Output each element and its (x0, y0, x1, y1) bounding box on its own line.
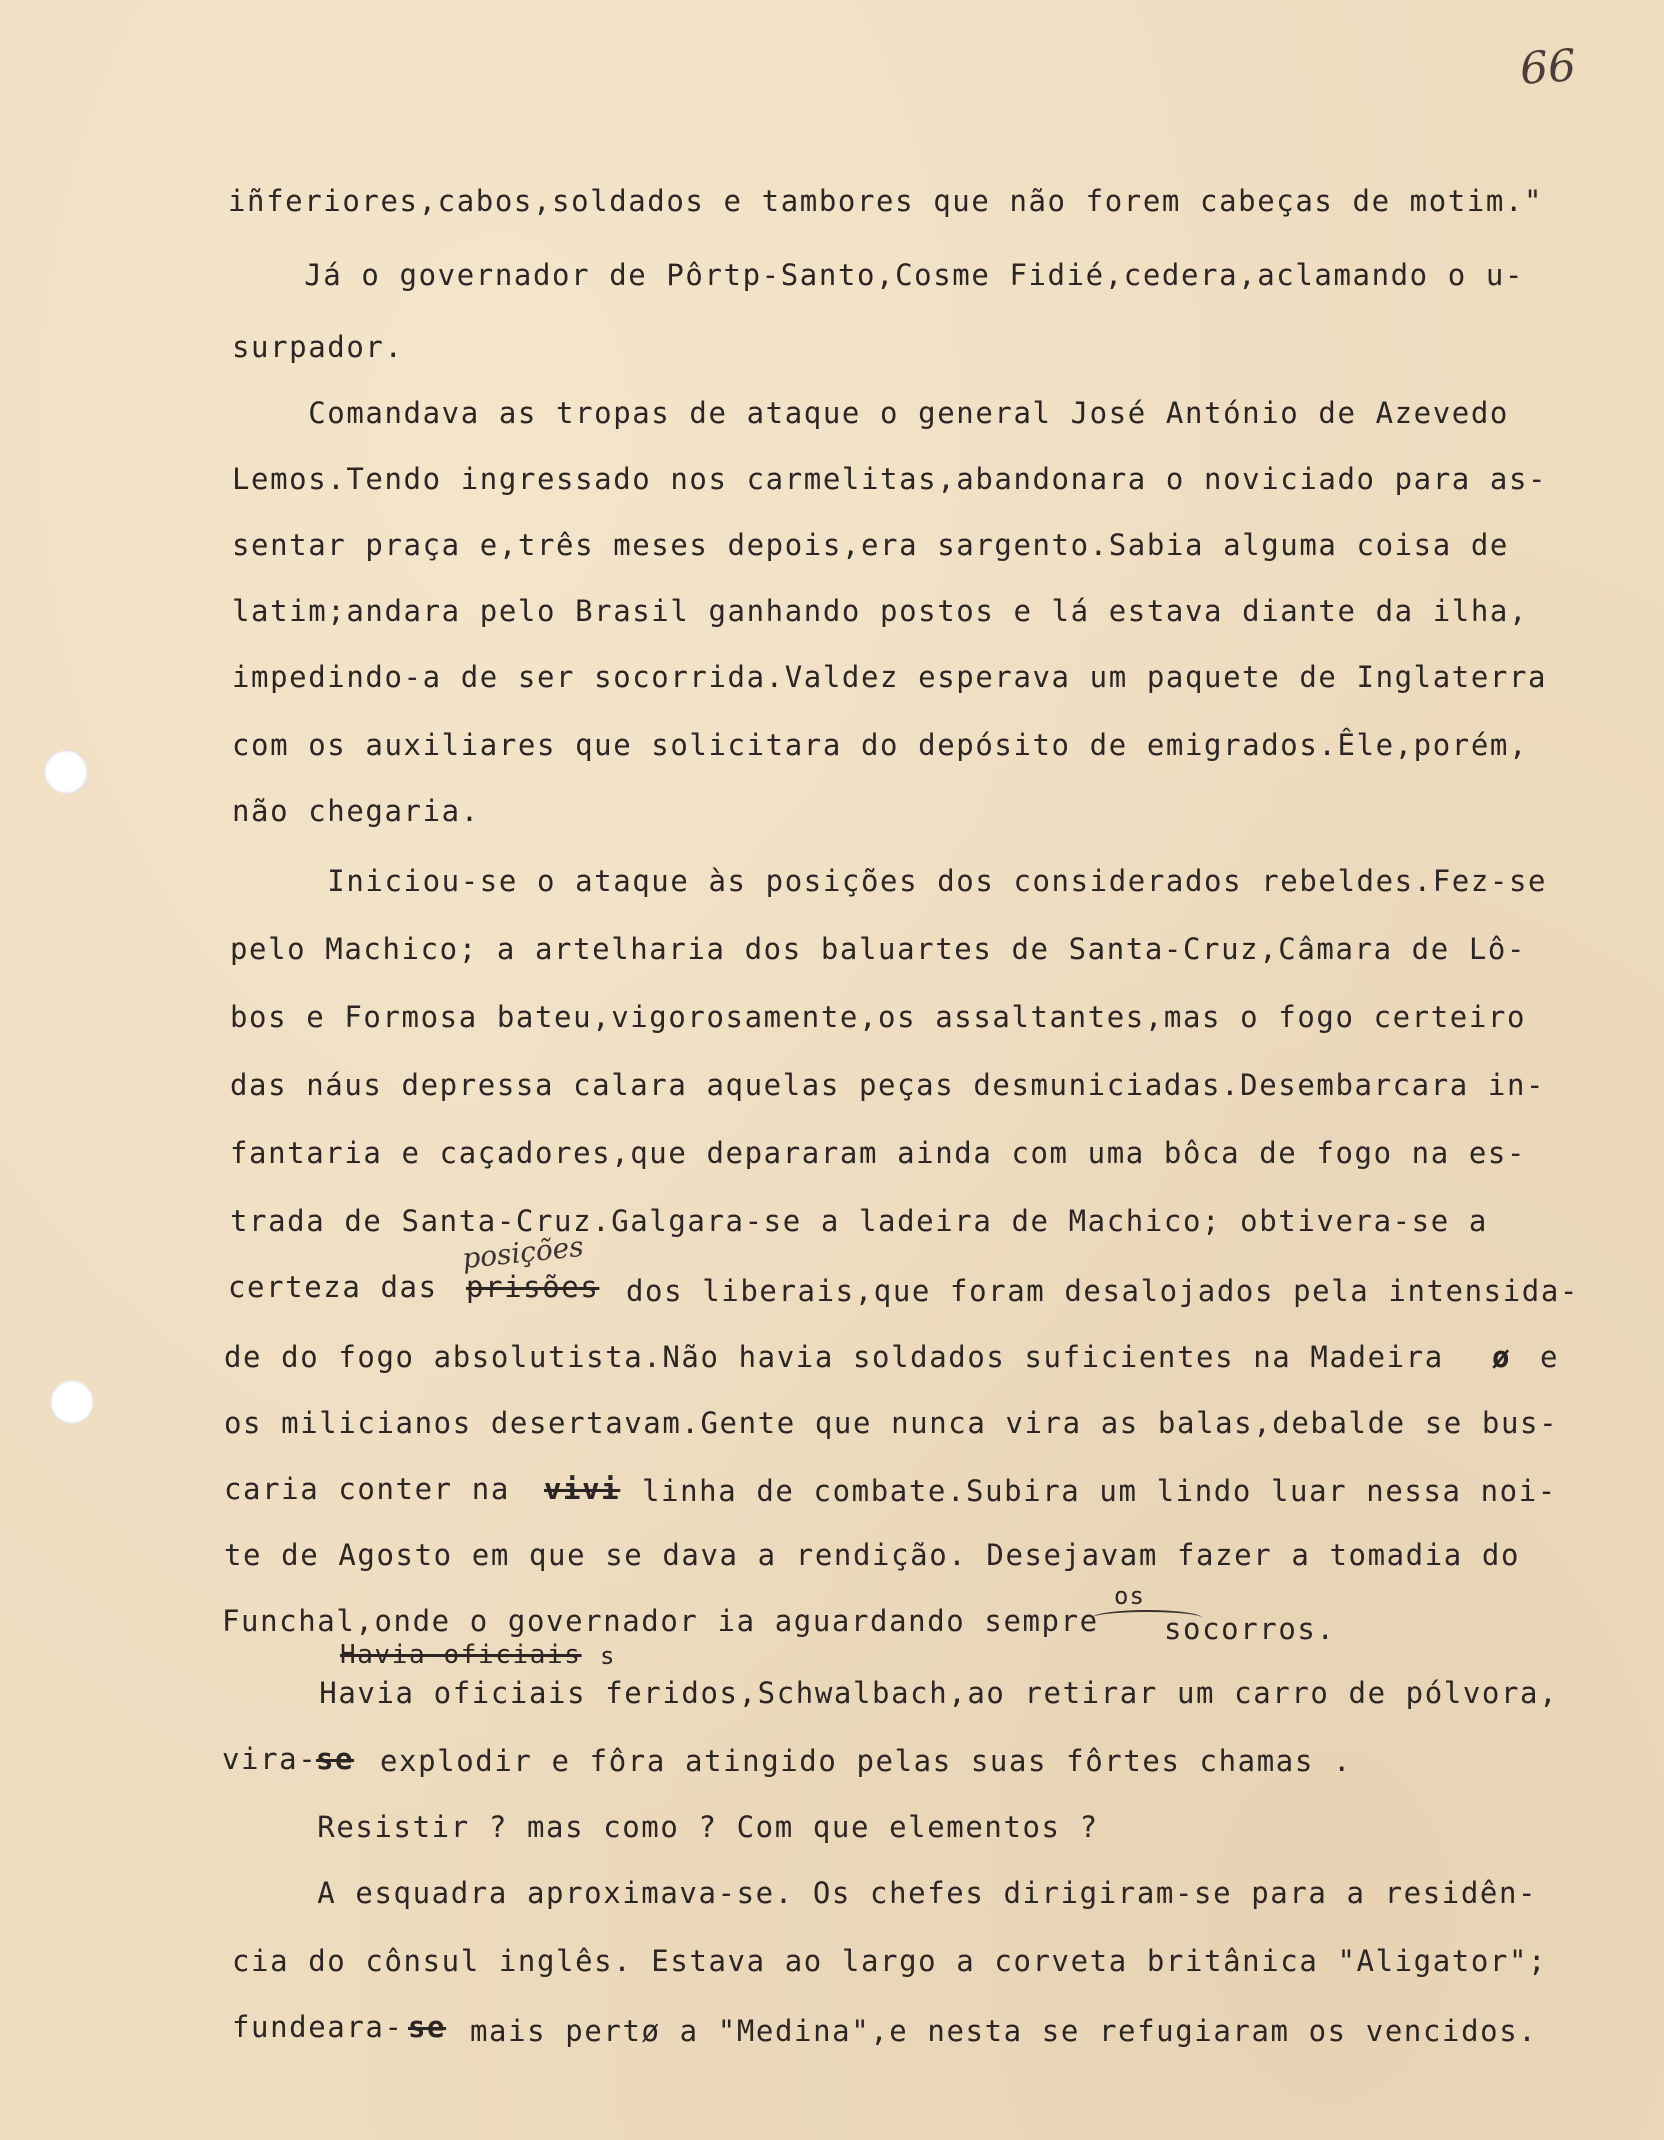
text-line-8: impedindo-a de ser socorrida.Valdez esperava um paquete de Inglaterra (232, 660, 1548, 694)
text-line-25: vira- (222, 1742, 318, 1776)
text-line-22-cont: socorros. (1164, 1612, 1336, 1646)
text-line-17-cont: dos liberais,que foram desalojados pela intensida- (626, 1274, 1579, 1308)
text-line-3: surpador. (232, 330, 404, 364)
text-line-11: Iniciou-se o ataque às posições dos considerados rebeldes.Fez-se (232, 864, 1548, 898)
text-line-12: pelo Machico; a artelharia dos baluartes de Santa-Cruz,Câmara de Lô- (230, 932, 1527, 966)
text-line-18-end: e (1540, 1340, 1560, 1374)
text-line-28: cia do cônsul inglês. Estava ao largo a corveta britânica "Aligator"; (232, 1944, 1548, 1978)
text-line-19: os milicianos desertavam.Gente que nunca vira as balas,debalde se bus- (224, 1406, 1559, 1440)
text-line-20-cont: linha de combate.Subira um lindo luar nessa noi- (642, 1474, 1557, 1508)
struck-line-havia-oficiais: Havia oficiais (340, 1640, 582, 1670)
text-line-24: Havia oficiais feridos,Schwalbach,ao retirar um carro de pólvora, (224, 1676, 1559, 1710)
text-line-15: fantaria e caçadores,que depararam ainda com uma bôca de fogo na es- (230, 1136, 1527, 1170)
text-line-29: fundeara- (232, 2010, 404, 2044)
text-line-2: Já o governador de Pôrtp-Santo,Cosme Fidié,cedera,aclamando o u- (228, 258, 1525, 292)
text-line-29-cont: mais pertø a "Medina",e nesta se refugiaram os vencidos. (470, 2014, 1538, 2048)
text-line-26: Resistir ? mas como ? Com que elementos ? (222, 1810, 1099, 1844)
text-line-18: de do fogo absolutista.Não havia soldados suficientes na Madeira (224, 1340, 1444, 1374)
text-line-10: não chegaria. (232, 794, 480, 828)
punch-hole-bottom (50, 1380, 94, 1424)
text-line-17: certeza das (228, 1270, 438, 1304)
text-line-4: Comandava as tropas de ataque o general José António de Azevedo (232, 396, 1509, 430)
text-line-22: Funchal,onde o governador ia aguardando sempre (222, 1604, 1099, 1638)
text-line-7: latim;andara pelo Brasil ganhando postos e lá estava diante da ilha, (232, 594, 1529, 628)
text-line-6: sentar praça e,três meses depois,era sargento.Sabia alguma coisa de (232, 528, 1509, 562)
text-line-21: te de Agosto em que se dava a rendição. Desejavam fazer a tomadia do (224, 1538, 1521, 1572)
text-line-20: caria conter na (224, 1472, 510, 1506)
text-line-9: com os auxiliares que solicitara do depósito de emigrados.Êle,porém, (232, 728, 1529, 762)
text-line-27: A esquadra aproximava-se. Os chefes dirigiram-se para a residên- (222, 1876, 1538, 1910)
struck-word-prisoes: prisões (466, 1270, 600, 1304)
inserted-word-os: os (1114, 1582, 1145, 1610)
struck-word-se-line29: se (408, 2010, 447, 2044)
struck-word-se-line25: se (316, 1742, 355, 1776)
slashed-mark: ø (1492, 1340, 1512, 1374)
overtyped-s: s (600, 1642, 616, 1670)
text-line-5: Lemos.Tendo ingressado nos carmelitas,abandonara o noviciado para as- (232, 462, 1548, 496)
struck-word-vivi: vivi (544, 1472, 621, 1506)
text-line-1: iñferiores,cabos,soldados e tambores que não forem cabeças de motim." (228, 184, 1544, 218)
text-line-13: bos e Formosa bateu,vigorosamente,os assaltantes,mas o fogo certeiro (230, 1000, 1527, 1034)
punch-hole-top (44, 750, 88, 794)
text-line-14: das náus depressa calara aquelas peças desmuniciadas.Desembarcara in- (230, 1068, 1546, 1102)
page-number: 66 (1518, 40, 1578, 95)
text-line-25-cont: explodir e fôra atingido pelas suas fôrtes chamas . (380, 1744, 1353, 1778)
handwritten-correction-posicoes: posições (460, 1229, 585, 1276)
text-line-16: trada de Santa-Cruz.Galgara-se a ladeira de Machico; obtivera-se a (230, 1204, 1488, 1238)
